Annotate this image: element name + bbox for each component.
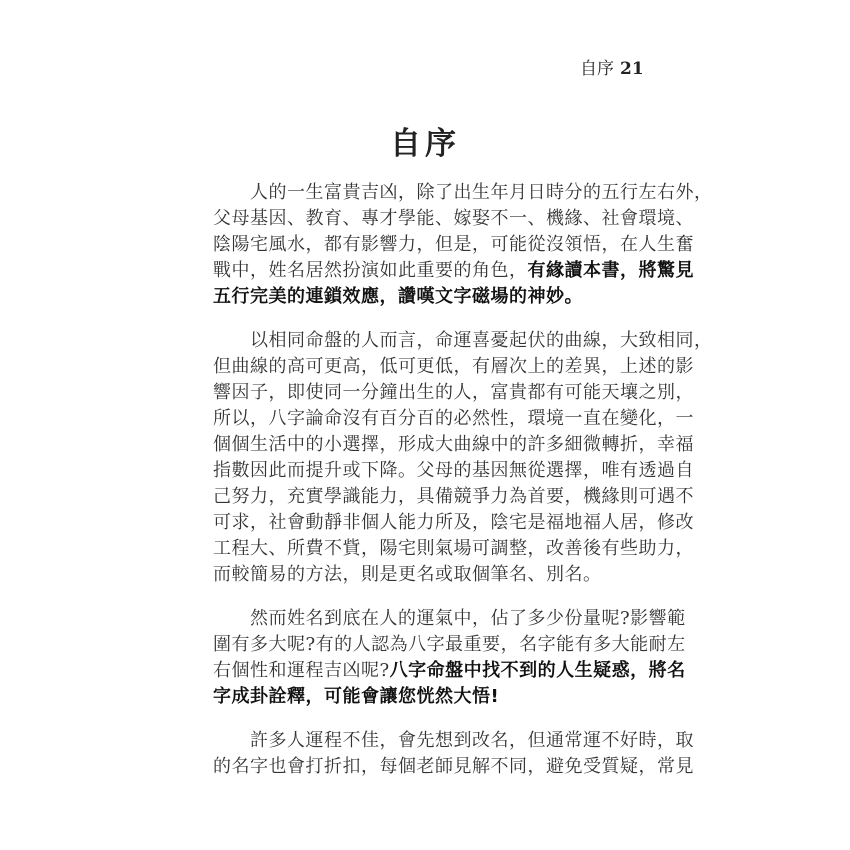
page-number: 21 (620, 59, 644, 79)
body-text: 個個生活中的小選擇，形成大曲線中的許多細微轉折，幸福 (213, 434, 694, 455)
body-text: 父母基因、教育、專才學能、嫁娶不一、機緣、社會環境、 (213, 208, 694, 229)
body-text: 許多人運程不佳，會先想到改名，但通常運不好時，取 (213, 730, 694, 751)
emphasis-text: 八字命盤中找不到的人生疑惑，將名 (389, 660, 686, 681)
body-text: 指數因此而提升或下降。父母的基因無從選擇，唯有透過自 (213, 460, 694, 481)
text-line (213, 432, 694, 458)
body-text-block (213, 180, 713, 798)
body-text: 人的一生富貴吉凶，除了出生年月日時分的五行左右外， (213, 182, 713, 203)
text-line (213, 354, 694, 380)
text-line (213, 258, 694, 284)
body-text: 右個性和運程吉凶呢? (213, 660, 390, 681)
running-head (580, 58, 644, 80)
text-line (213, 754, 694, 780)
text-line (213, 562, 653, 588)
paragraph (213, 728, 694, 780)
body-text: 工程大、所費不貲，陽宅則氣場可調整，改善後有些助力， (213, 538, 694, 559)
body-text: 戰中，姓名居然扮演如此重要的角色， (213, 260, 528, 281)
paragraph (213, 606, 686, 710)
running-head-title: 自序 (580, 59, 614, 79)
text-line (213, 684, 653, 710)
text-line (213, 180, 713, 206)
text-line (213, 728, 694, 754)
body-text: 己努力，充實學識能力，具備競爭力為首要，機緣則可遇不 (213, 486, 694, 507)
text-line (213, 632, 686, 658)
text-line (213, 536, 694, 562)
text-line (213, 510, 694, 536)
body-text: 然而姓名到底在人的運氣中，佔了多少份量呢?影響範 (213, 608, 686, 629)
text-line (213, 406, 694, 432)
body-text: 的名字也會打折扣，每個老師見解不同，避免受質疑，常見 (213, 756, 694, 777)
body-text: 以相同命盤的人而言，命運喜憂起伏的曲線，大致相同， (213, 330, 713, 351)
text-line (213, 606, 686, 632)
text-line (213, 328, 713, 354)
text-line (213, 658, 686, 684)
emphasis-text: 五行完美的連鎖效應，讚嘆文字磁場的神妙。 (213, 286, 583, 307)
emphasis-text: 有緣讀本書，將驚見 (527, 260, 694, 281)
body-text: 所以，八字論命沒有百分百的必然性，環境一直在變化，一 (213, 408, 694, 429)
text-line (213, 380, 694, 406)
paragraph (213, 328, 713, 588)
body-text: 響因子，即使同一分鐘出生的人，富貴都有可能天壤之別， (213, 382, 694, 403)
body-text: 但曲線的高可更高，低可更低，有層次上的差異，上述的影 (213, 356, 694, 377)
body-text: 圍有多大呢?有的人認為八字最重要，名字能有多大能耐左 (213, 634, 686, 655)
text-line (213, 458, 694, 484)
text-line (213, 232, 694, 258)
emphasis-text: 字成卦詮釋，可能會讓您恍然大悟! (213, 686, 500, 707)
text-line (213, 284, 653, 310)
body-text: 可求，社會動靜非個人能力所及，陰宅是福地福人居，修改 (213, 512, 694, 533)
paragraph (213, 180, 713, 310)
page-title: 自序 (390, 126, 460, 162)
body-text: 陰陽宅風水，都有影響力，但是，可能從沒領悟，在人生奮 (213, 234, 694, 255)
body-text: 而較簡易的方法，則是更名或取個筆名、別名。 (213, 564, 602, 585)
text-line (213, 484, 694, 510)
text-line (213, 206, 694, 232)
